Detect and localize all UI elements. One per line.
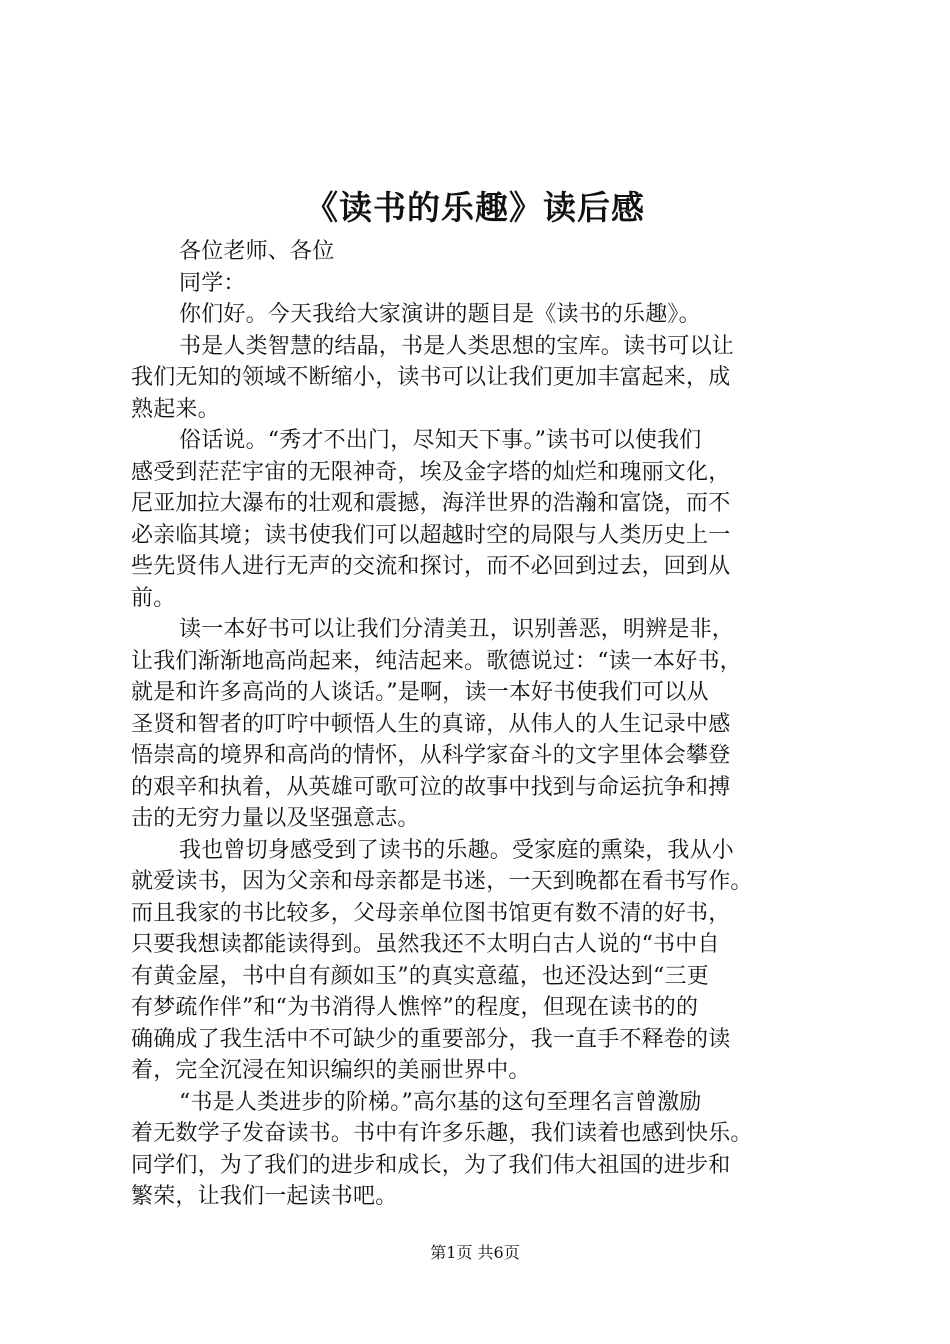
text-line: 有梦疏作伴”和“为书消得人憔悴”的程度，但现在读书的的 (131, 995, 699, 1020)
text-line: 前。 (131, 585, 176, 611)
text-line: 我们无知的领域不断缩小，读书可以让我们更加丰富起来，成 (131, 365, 731, 390)
text-line: 我也曾切身感受到了读书的乐趣。受家庭的熏染，我从小 (179, 837, 735, 863)
text-line: 就是和许多高尚的人谈话。”是啊，读一本好书使我们可以从 (131, 680, 709, 705)
text-line: 读一本好书可以让我们分清美丑，识别善恶，明辨是非， (179, 617, 735, 642)
text-line: 只要我想读都能读得到。虽然我还不太明白古人说的“书中自 (131, 932, 720, 957)
text-line: 让我们渐渐地高尚起来，纯洁起来。歌德说过：“读一本好书， (131, 648, 742, 674)
text-line: 各位老师、各位 (179, 239, 335, 264)
text-line: 熟起来。 (131, 396, 220, 422)
text-line: 着，完全沉浸在知识编织的美丽世界中。 (131, 1058, 531, 1083)
document-title: 《读书的乐趣》读后感 (305, 188, 645, 227)
text-line: “书是人类进步的阶梯。”高尔基的这句至理名言曾激励 (179, 1089, 702, 1115)
page-footer: 第1页 共6页 (430, 1243, 520, 1262)
text-line: 而且我家的书比较多，父母亲单位图书馆更有数不清的好书， (131, 900, 731, 926)
text-line: 着无数学子发奋读书。书中有许多乐趣，我们读着也感到快乐。 (131, 1121, 753, 1146)
text-line: 尼亚加拉大瀑布的壮观和震撼，海洋世界的浩瀚和富饶，而不 (131, 491, 731, 516)
text-line: 确确成了我生活中不可缺少的重要部分，我一直手不释卷的读 (131, 1026, 731, 1052)
text-line: 书是人类智慧的结晶，书是人类思想的宝库。读书可以让 (179, 333, 735, 359)
text-line: 同学： (179, 270, 246, 296)
text-line: 悟崇高的境界和高尚的情怀，从科学家奋斗的文字里体会攀登 (131, 743, 731, 768)
text-line: 你们好。今天我给大家演讲的题目是《读书的乐趣》。 (179, 302, 701, 327)
text-line: 圣贤和智者的叮咛中顿悟人生的真谛，从伟人的人生记录中感 (131, 711, 731, 737)
text-line: 繁荣，让我们一起读书吧。 (131, 1184, 398, 1209)
text-line: 感受到茫茫宇宙的无限神奇，埃及金字塔的灿烂和瑰丽文化， (131, 459, 731, 485)
text-line: 就爱读书，因为父亲和母亲都是书迷，一天到晚都在看书写作。 (131, 869, 753, 894)
text-line: 有黄金屋，书中自有颜如玉”的真实意蕴，也还没达到“三更 (131, 963, 709, 989)
text-line: 俗话说。“秀才不出门，尽知天下事。”读书可以使我们 (179, 428, 702, 453)
text-line: 的艰辛和执着，从英雄可歌可泣的故事中找到与命运抗争和搏 (131, 774, 731, 800)
text-line: 必亲临其境；读书使我们可以超越时空的局限与人类历史上一 (131, 522, 731, 548)
text-line: 同学们，为了我们的进步和成长，为了我们伟大祖国的进步和 (131, 1152, 731, 1178)
text-line: 击的无穷力量以及坚强意志。 (131, 806, 420, 831)
text-line: 些先贤伟人进行无声的交流和探讨，而不必回到过去，回到从 (131, 554, 731, 579)
document-body (131, 236, 831, 1213)
